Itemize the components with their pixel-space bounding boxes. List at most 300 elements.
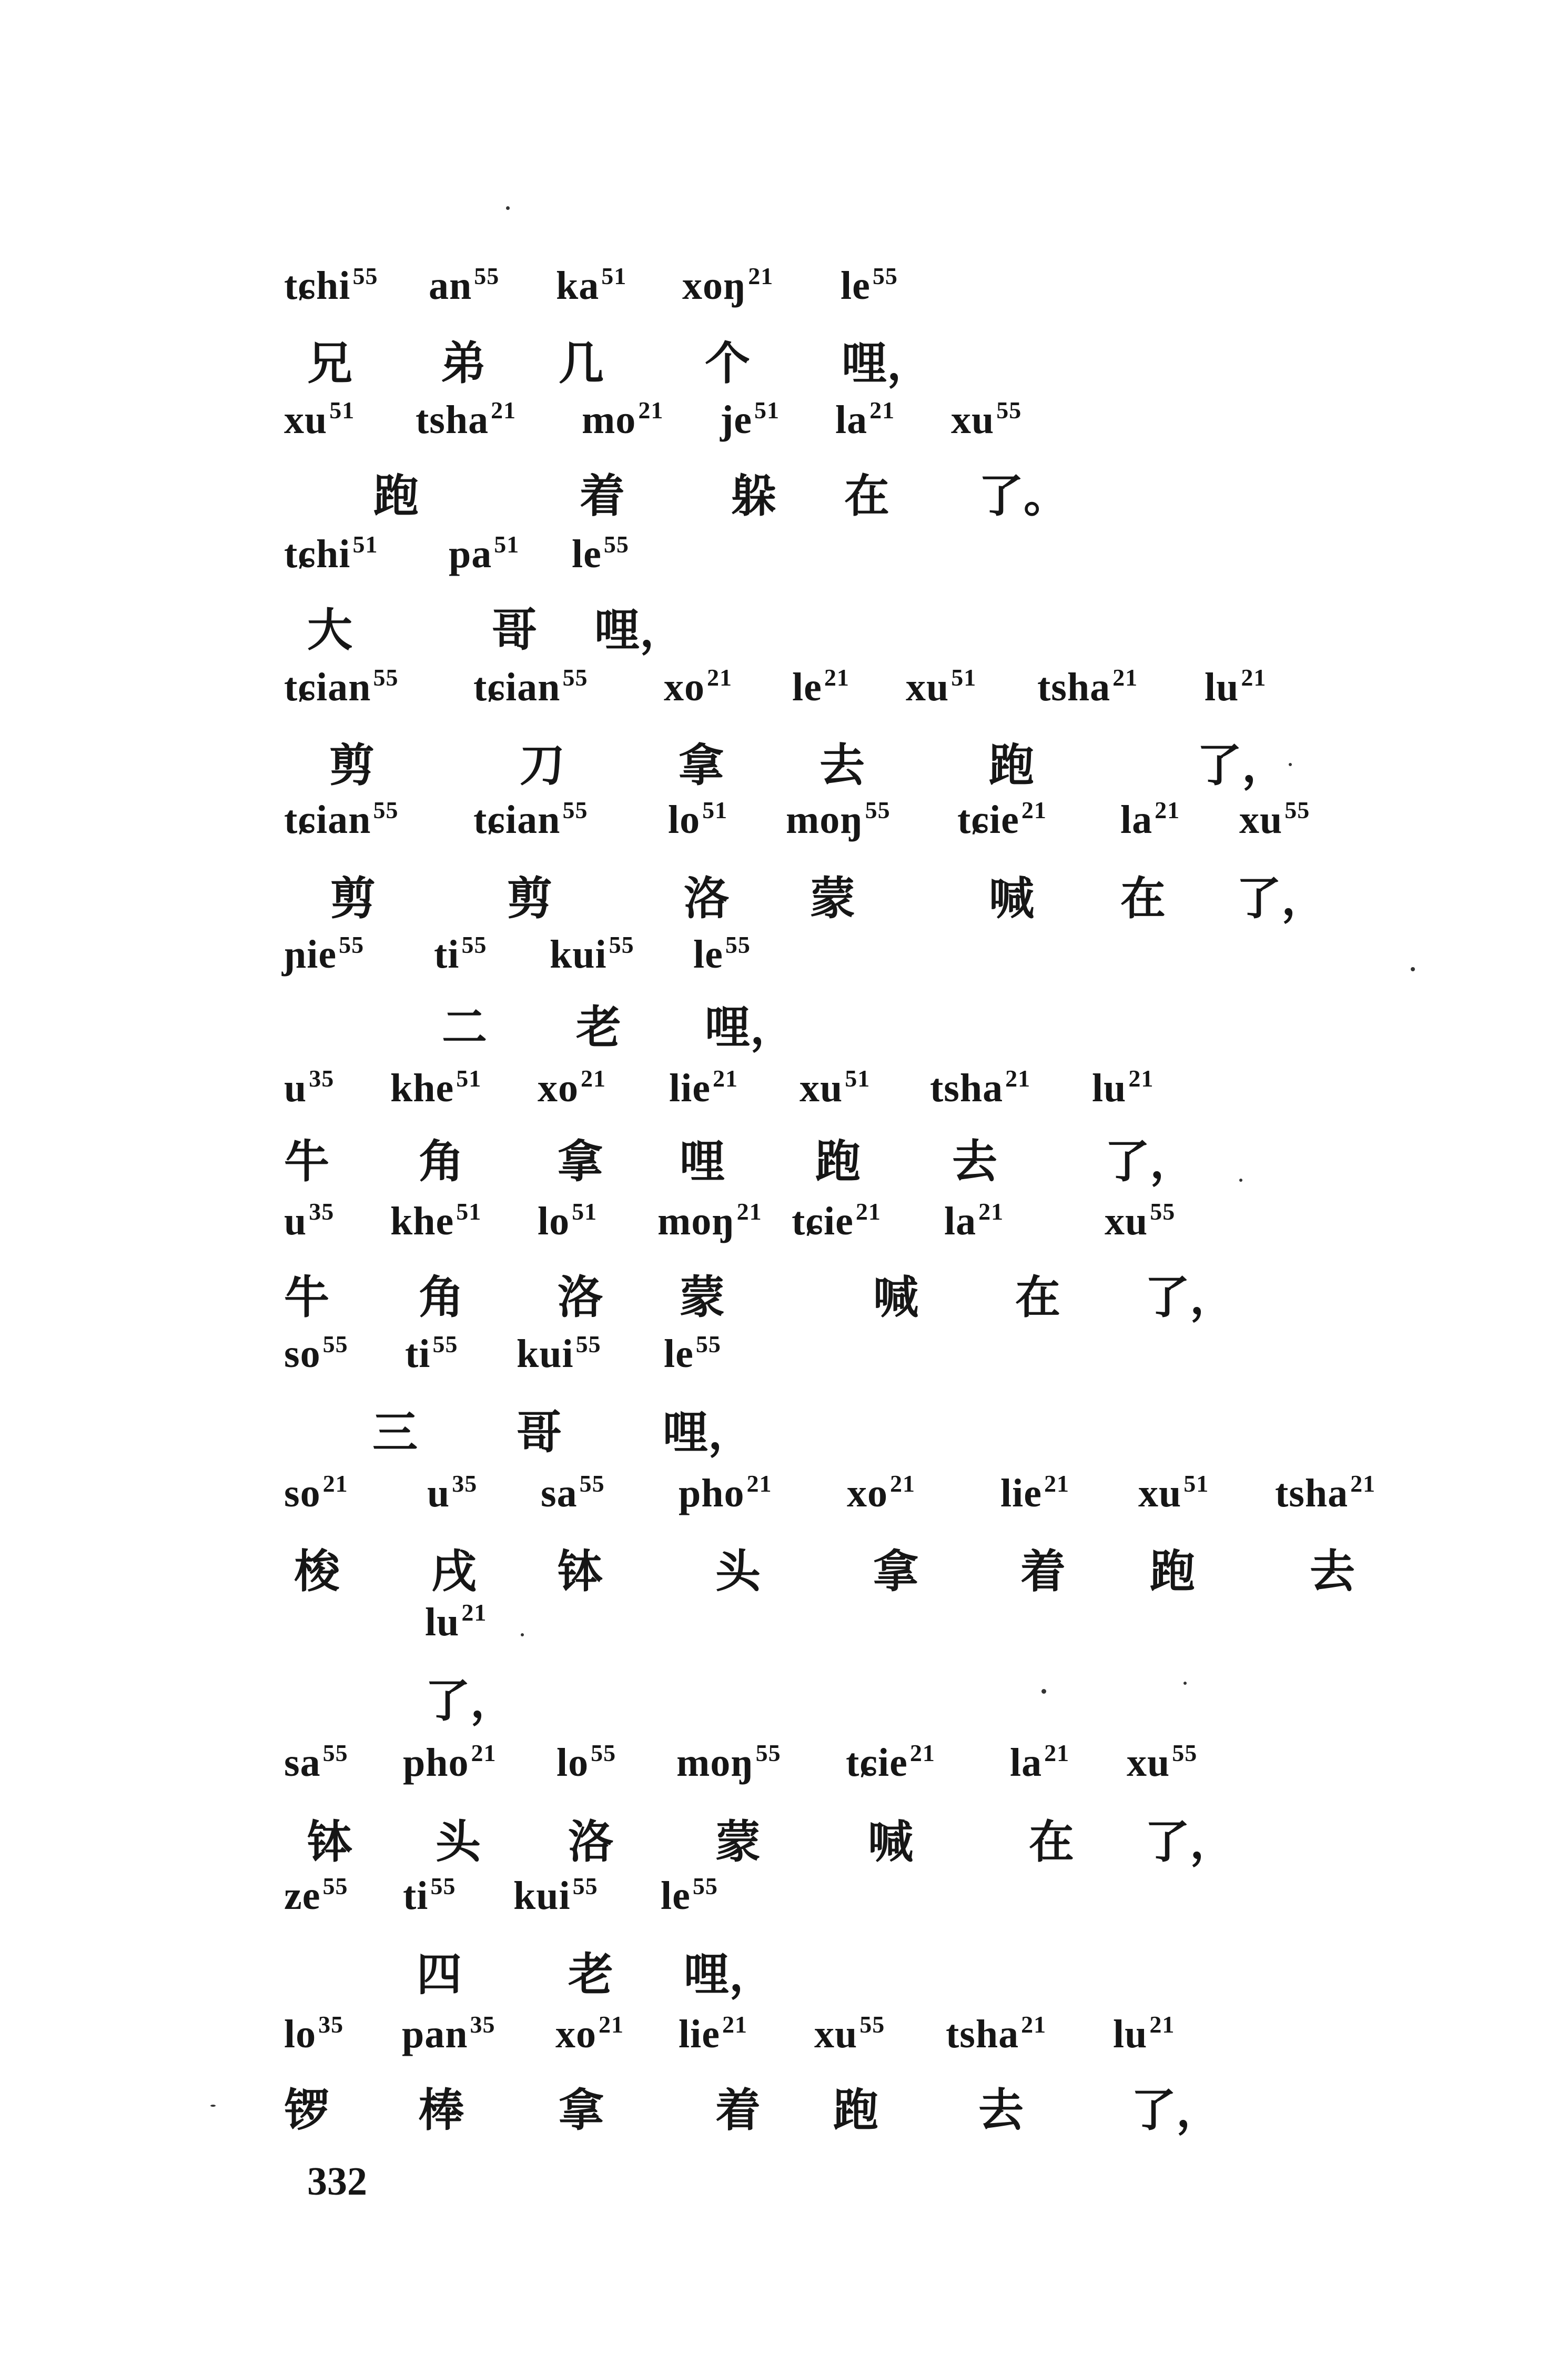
tone-number: 55	[575, 1331, 601, 1358]
syllable-base: lu	[425, 1600, 460, 1644]
romanization-line	[0, 1739, 1568, 1806]
romanized-word	[847, 1470, 915, 1515]
scan-speck	[506, 206, 510, 210]
chinese-gloss-word: 去	[952, 1135, 997, 1188]
chinese-gloss-line	[0, 1271, 1568, 1338]
syllable-base: xo	[847, 1471, 888, 1515]
chinese-gloss-word: 四	[417, 1948, 462, 2001]
romanized-word	[957, 797, 1047, 842]
romanized-word	[425, 1599, 487, 1644]
tone-number: 55	[373, 664, 399, 691]
romanized-word	[550, 931, 634, 977]
romanization-line	[0, 1873, 1568, 1939]
tone-number: 55	[474, 263, 500, 289]
tone-number: 21	[581, 1065, 606, 1092]
chinese-gloss-word: 喊	[873, 1271, 918, 1324]
romanized-word	[284, 1873, 348, 1918]
chinese-gloss-word: 头	[715, 1545, 761, 1598]
tone-number: 55	[562, 797, 588, 823]
syllable-base: le	[693, 932, 723, 977]
romanized-word	[427, 1470, 478, 1515]
syllable-base: xu	[1127, 1741, 1170, 1785]
tone-number: 21	[1128, 1065, 1154, 1092]
syllable-base: pho	[679, 1471, 745, 1515]
chinese-gloss-word: 角	[419, 1271, 464, 1324]
chinese-gloss-word: 二	[442, 1001, 487, 1054]
romanization-line	[0, 1599, 1568, 1665]
romanized-word	[800, 1065, 871, 1110]
syllable-base: lo	[557, 1741, 589, 1785]
syllable-base: xo	[555, 2012, 596, 2056]
romanized-word	[1092, 1065, 1154, 1110]
chinese-gloss-word: 剪	[329, 739, 375, 792]
tone-number: 21	[1350, 1470, 1376, 1497]
chinese-gloss-word: 牛	[284, 1135, 329, 1188]
syllable-base: lo	[668, 798, 701, 842]
syllable-base: la	[1120, 798, 1153, 842]
syllable-base: xo	[664, 665, 705, 709]
chinese-gloss-word: 哩，	[594, 604, 685, 657]
syllable-base: xu	[906, 665, 949, 709]
romanized-word	[944, 1198, 1004, 1243]
tone-number: 21	[1044, 1470, 1069, 1497]
romanized-word	[1010, 1739, 1070, 1785]
romanized-word	[682, 263, 774, 308]
romanized-word	[284, 1198, 335, 1243]
tone-number: 21	[978, 1198, 1004, 1225]
tone-number: 51	[951, 664, 977, 691]
chinese-gloss-word: 哩，	[842, 337, 932, 390]
chinese-gloss-word: 个	[705, 337, 750, 390]
romanized-word	[835, 397, 895, 442]
syllable-base: xu	[1138, 1471, 1182, 1515]
romanized-word	[668, 797, 728, 842]
romanized-word	[786, 797, 891, 842]
syllable-base: ti	[403, 1874, 429, 1918]
tone-number: 21	[1149, 2011, 1175, 2038]
chinese-gloss-word: 着	[1020, 1545, 1066, 1598]
syllable-base: le	[664, 1332, 694, 1376]
syllable-base: le	[841, 264, 871, 308]
romanized-word	[930, 1065, 1031, 1110]
romanized-word	[434, 931, 487, 977]
romanized-word	[284, 1065, 335, 1110]
romanized-word	[664, 1331, 721, 1376]
syllable-base: xu	[284, 398, 328, 442]
syllable-base: tsha	[930, 1066, 1004, 1110]
chinese-gloss-word: 了，	[1105, 1135, 1195, 1188]
romanized-word	[402, 2011, 495, 2056]
chinese-gloss-word: 跑	[1150, 1545, 1195, 1598]
syllable-base: so	[284, 1332, 321, 1376]
tone-number: 55	[1284, 797, 1310, 823]
tone-number: 51	[456, 1065, 482, 1092]
tone-number: 51	[456, 1198, 482, 1225]
syllable-base: pho	[403, 1741, 469, 1785]
tone-number: 55	[603, 531, 629, 558]
tone-number: 21	[736, 1198, 762, 1225]
romanized-word	[284, 1331, 348, 1376]
chinese-gloss-line	[0, 337, 1568, 404]
tone-number: 21	[748, 263, 774, 289]
syllable-base: xu	[1105, 1199, 1148, 1243]
romanization-line	[0, 797, 1568, 863]
chinese-gloss-word: 去	[978, 2084, 1024, 2137]
syllable-base: lo	[538, 1199, 570, 1243]
romanization-line	[0, 664, 1568, 730]
tone-number: 51	[702, 797, 728, 823]
romanization-line	[0, 1470, 1568, 1536]
chinese-gloss-word: 了，	[1236, 872, 1327, 925]
tone-number: 21	[855, 1198, 881, 1225]
tone-number: 55	[322, 1873, 348, 1899]
chinese-gloss-word: 蒙	[680, 1271, 725, 1324]
syllable-base: xoŋ	[682, 264, 746, 308]
syllable-base: kui	[550, 932, 607, 977]
tone-number: 55	[579, 1470, 605, 1497]
romanized-word	[557, 1739, 616, 1785]
scan-speck	[1289, 763, 1292, 766]
tone-number: 55	[859, 2011, 885, 2038]
romanized-word	[679, 2011, 747, 2056]
chinese-gloss-line	[0, 604, 1568, 671]
tone-number: 51	[352, 531, 378, 558]
romanized-word	[1000, 1470, 1069, 1515]
syllable-base: pa	[449, 532, 492, 576]
romanized-word	[473, 797, 588, 842]
tone-number: 21	[1112, 664, 1138, 691]
chinese-gloss-word: 去	[820, 739, 865, 792]
romanization-line	[0, 1198, 1568, 1264]
chinese-gloss-word: 几	[559, 337, 604, 390]
tone-number: 21	[471, 1739, 497, 1766]
tone-number: 35	[318, 2011, 344, 2038]
tone-number: 51	[601, 263, 627, 289]
romanized-word	[556, 263, 627, 308]
tone-number: 55	[562, 664, 588, 691]
syllable-base: mo	[582, 398, 636, 442]
syllable-base: ti	[405, 1332, 431, 1376]
romanized-word	[284, 2011, 344, 2056]
syllable-base: pan	[402, 2012, 468, 2056]
romanized-word	[390, 1065, 482, 1110]
syllable-base: sa	[284, 1741, 321, 1785]
tone-number: 55	[430, 1873, 456, 1899]
romanized-word	[814, 2011, 885, 2056]
syllable-base: moŋ	[657, 1199, 735, 1243]
romanization-line	[0, 1331, 1568, 1397]
tone-number: 55	[432, 1331, 458, 1358]
tone-number: 21	[599, 2011, 624, 2038]
chinese-gloss-word: 跑	[833, 2084, 878, 2137]
syllable-base: la	[944, 1199, 977, 1243]
tone-number: 55	[1150, 1198, 1176, 1225]
syllable-base: lie	[679, 2012, 720, 2056]
syllable-base: ɲie	[284, 932, 337, 977]
chinese-gloss-line	[0, 1675, 1568, 1742]
syllable-base: tɕie	[846, 1741, 908, 1785]
syllable-base: xu	[951, 398, 995, 442]
tone-number: 21	[869, 397, 895, 424]
syllable-base: u	[427, 1471, 450, 1515]
syllable-base: je	[720, 398, 753, 442]
romanized-word	[403, 1873, 456, 1918]
chinese-gloss-word: 哥	[492, 604, 537, 657]
syllable-base: la	[1010, 1741, 1043, 1785]
syllable-base: lu	[1092, 1066, 1127, 1110]
chinese-gloss-line	[0, 1135, 1568, 1202]
chinese-gloss-word: 拿	[873, 1545, 918, 1598]
chinese-gloss-line	[0, 872, 1568, 939]
tone-number: 51	[1183, 1470, 1209, 1497]
romanized-word	[403, 1739, 497, 1785]
romanized-word	[1138, 1470, 1209, 1515]
scan-speck	[1041, 1689, 1046, 1694]
romanized-word	[1205, 664, 1267, 709]
tone-number: 21	[1044, 1739, 1070, 1766]
syllable-base: tɕian	[473, 798, 561, 842]
scan-speck	[210, 2105, 216, 2107]
chinese-gloss-word: 兄	[307, 337, 352, 390]
syllable-base: xu	[814, 2012, 858, 2056]
romanized-word	[405, 1331, 458, 1376]
syllable-base: le	[661, 1874, 691, 1918]
romanized-word	[517, 1331, 601, 1376]
romanized-word	[572, 531, 629, 576]
tone-number: 51	[494, 531, 520, 558]
romanized-word	[664, 664, 732, 709]
syllable-base: u	[284, 1066, 307, 1110]
chinese-gloss-word: 跑	[989, 739, 1034, 792]
romanized-word	[906, 664, 977, 709]
chinese-gloss-word: 蒙	[810, 872, 855, 925]
romanized-word	[693, 931, 751, 977]
tone-number: 21	[890, 1470, 915, 1497]
chinese-gloss-word: 了，	[1197, 739, 1287, 792]
syllable-base: tɕie	[792, 1199, 854, 1243]
romanized-word	[946, 2011, 1047, 2056]
romanized-word	[284, 397, 355, 442]
chinese-gloss-word: 在	[1029, 1816, 1074, 1868]
syllable-base: moŋ	[676, 1741, 754, 1785]
syllable-base: tsha	[1037, 665, 1111, 709]
chinese-gloss-word: 跑	[815, 1135, 861, 1188]
scan-speck	[521, 1633, 524, 1636]
chinese-gloss-line	[0, 470, 1568, 537]
romanized-word	[661, 1873, 718, 1918]
tone-number: 21	[1241, 664, 1267, 691]
syllable-base: an	[429, 264, 472, 308]
chinese-gloss-word: 了，	[1131, 2084, 1221, 2137]
tone-number: 21	[1021, 2011, 1047, 2038]
tone-number: 35	[470, 2011, 495, 2038]
romanized-word	[284, 531, 378, 576]
tone-number: 55	[695, 1331, 721, 1358]
chinese-gloss-word: 哥	[517, 1406, 562, 1459]
syllable-base: xo	[538, 1066, 579, 1110]
chinese-gloss-word: 着	[715, 2084, 761, 2137]
chinese-gloss-word: 剪	[330, 872, 376, 925]
romanization-line	[0, 2011, 1568, 2077]
chinese-gloss-word: 了，	[425, 1675, 515, 1727]
romanized-word	[284, 1739, 348, 1785]
romanized-word	[1127, 1739, 1198, 1785]
romanized-word	[1275, 1470, 1376, 1515]
tone-number: 21	[461, 1599, 487, 1626]
tone-number: 55	[322, 1331, 348, 1358]
tone-number: 21	[1021, 797, 1047, 823]
syllable-base: le	[572, 532, 602, 576]
tone-number: 35	[309, 1198, 335, 1225]
tone-number: 21	[638, 397, 664, 424]
chinese-gloss-word: 锣	[284, 2084, 329, 2137]
romanized-word	[669, 1065, 738, 1110]
chinese-gloss-word: 去	[1310, 1545, 1355, 1598]
tone-number: 21	[722, 2011, 747, 2038]
syllable-base: tɕhi	[284, 532, 351, 576]
syllable-base: xu	[1239, 798, 1283, 842]
tone-number: 55	[1172, 1739, 1198, 1766]
syllable-base: le	[792, 665, 822, 709]
syllable-base: la	[835, 398, 868, 442]
tone-number: 55	[609, 931, 634, 958]
syllable-base: lie	[669, 1066, 711, 1110]
syllable-base: sa	[541, 1471, 578, 1515]
syllable-base: ka	[556, 264, 600, 308]
tone-number: 51	[845, 1065, 871, 1092]
scan-speck	[1239, 1179, 1242, 1182]
tone-number: 55	[461, 931, 487, 958]
syllable-base: moŋ	[786, 798, 863, 842]
romanized-word	[676, 1739, 781, 1785]
tone-number: 21	[824, 664, 849, 691]
romanized-word	[1239, 797, 1310, 842]
tone-number: 55	[755, 1739, 781, 1766]
chinese-gloss-line	[0, 1816, 1568, 1883]
chinese-gloss-word: 三	[372, 1406, 418, 1459]
syllable-base: tɕie	[957, 798, 1019, 842]
syllable-base: lo	[284, 2012, 317, 2056]
chinese-gloss-word: 洛	[568, 1816, 613, 1868]
romanized-word	[284, 1470, 348, 1515]
romanized-word	[513, 1873, 598, 1918]
romanized-word	[951, 397, 1022, 442]
romanized-word	[284, 797, 399, 842]
syllable-base: tsha	[1275, 1471, 1349, 1515]
syllable-base: tɕhi	[284, 264, 351, 308]
romanized-word	[1113, 2011, 1175, 2056]
syllable-base: khe	[390, 1199, 454, 1243]
romanized-word	[416, 397, 517, 442]
tone-number: 21	[712, 1065, 738, 1092]
tone-number: 55	[996, 397, 1022, 424]
tone-number: 55	[322, 1739, 348, 1766]
chinese-gloss-word: 拿	[558, 1135, 603, 1188]
tone-number: 51	[329, 397, 355, 424]
chinese-gloss-word: 刀	[520, 739, 565, 792]
tone-number: 55	[692, 1873, 718, 1899]
chinese-gloss-word: 剪	[507, 872, 552, 925]
tone-number: 51	[572, 1198, 598, 1225]
chinese-gloss-word: 在	[1015, 1271, 1060, 1324]
tone-number: 55	[339, 931, 365, 958]
scan-speck	[1183, 1682, 1187, 1685]
romanized-word	[841, 263, 898, 308]
romanized-word	[284, 263, 378, 308]
tone-number: 21	[746, 1470, 772, 1497]
chinese-gloss-word: 牛	[284, 1271, 329, 1324]
scan-speck	[1411, 967, 1415, 971]
chinese-gloss-word: 拿	[679, 739, 724, 792]
romanized-word	[284, 931, 365, 977]
romanized-word	[1105, 1198, 1176, 1243]
syllable-base: xu	[800, 1066, 843, 1110]
chinese-gloss-word: 大	[307, 604, 352, 657]
chinese-gloss-word: 洛	[558, 1271, 603, 1324]
syllable-base: lu	[1113, 2012, 1148, 2056]
chinese-gloss-line	[0, 739, 1568, 806]
chinese-gloss-word: 在	[1120, 872, 1166, 925]
chinese-gloss-word: 哩，	[684, 1948, 774, 2001]
syllable-base: lu	[1205, 665, 1239, 709]
tone-number: 21	[1155, 797, 1180, 823]
chinese-gloss-word: 老	[568, 1948, 613, 2001]
syllable-base: kui	[513, 1874, 571, 1918]
chinese-gloss-line	[0, 1948, 1568, 2015]
tone-number: 51	[754, 397, 780, 424]
tone-number: 55	[373, 797, 399, 823]
syllable-base: ti	[434, 932, 460, 977]
tone-number: 21	[909, 1739, 935, 1766]
chinese-gloss-word: 钵	[307, 1816, 352, 1868]
chinese-gloss-word: 在	[844, 470, 889, 522]
chinese-gloss-line	[0, 1406, 1568, 1473]
syllable-base: tɕian	[284, 798, 371, 842]
chinese-gloss-line	[0, 1001, 1568, 1068]
chinese-gloss-word: 蒙	[715, 1816, 761, 1868]
chinese-gloss-word: 头	[436, 1816, 481, 1868]
syllable-base: khe	[390, 1066, 454, 1110]
chinese-gloss-word: 哩，	[705, 1001, 795, 1054]
syllable-base: tsha	[946, 2012, 1019, 2056]
chinese-gloss-word: 角	[419, 1135, 464, 1188]
tone-number: 21	[707, 664, 732, 691]
tone-number: 55	[572, 1873, 598, 1899]
romanized-word	[1037, 664, 1138, 709]
tone-number: 55	[865, 797, 891, 823]
romanization-line	[0, 1065, 1568, 1131]
romanized-word	[538, 1065, 606, 1110]
chinese-gloss-word: 哩，	[663, 1406, 753, 1459]
romanization-line	[0, 931, 1568, 998]
romanized-word	[679, 1470, 772, 1515]
chinese-gloss-word: 洛	[684, 872, 729, 925]
page-number: 332	[307, 2159, 367, 2204]
romanization-line	[0, 531, 1568, 597]
chinese-gloss-word: 钵	[558, 1545, 603, 1598]
chinese-gloss-word: 喊	[868, 1816, 913, 1868]
tone-number: 55	[591, 1739, 616, 1766]
tone-number: 21	[491, 397, 517, 424]
romanized-word	[846, 1739, 935, 1785]
tone-number: 21	[1005, 1065, 1031, 1092]
tone-number: 55	[872, 263, 898, 289]
romanized-word	[390, 1198, 482, 1243]
romanized-word	[541, 1470, 605, 1515]
chinese-gloss-word: 老	[576, 1001, 621, 1054]
tone-number: 55	[352, 263, 378, 289]
chinese-gloss-word: 了。	[978, 470, 1069, 522]
